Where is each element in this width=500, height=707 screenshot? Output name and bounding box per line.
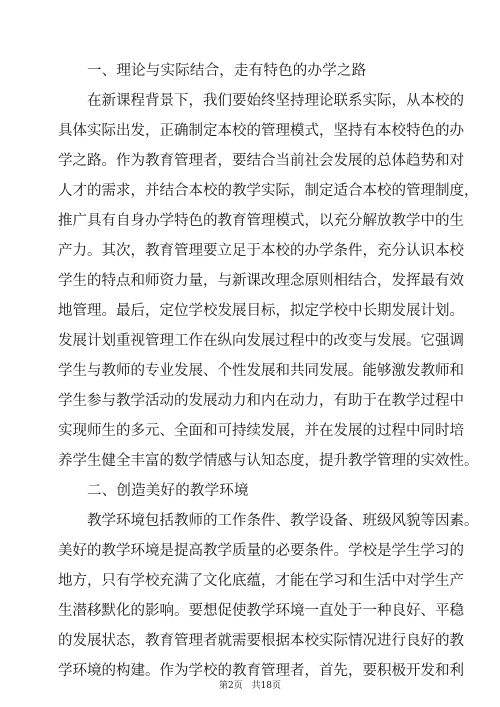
section-heading-1: 一、理论与实际结合，走有特色的办学之路 <box>87 63 367 79</box>
paragraph-line: 产力。其次，教育管理要立足于本校的办学条件，充分认识本校 <box>58 243 464 259</box>
paragraph-line: 发展计划重视管理工作在纵向发展过程中的改变与发展。它强调 <box>58 333 464 349</box>
paragraph-line: 教学环境包括教师的工作条件、教学设备、班级风貌等因素。 <box>87 513 479 529</box>
paragraph-line: 学生参与教学活动的发展动力和内在动力，有助于在教学过程中 <box>58 393 464 409</box>
paragraph-line: 学生与教师的专业发展、个性发展和共同发展。能够激发教师和 <box>58 363 464 379</box>
paragraph-line: 在新课程背景下，我们要始终坚持理论联系实际，从本校的 <box>87 93 464 109</box>
paragraph-line: 推广具有自身办学特色的教育管理模式，以充分解放教学中的生 <box>58 213 464 229</box>
paragraph-line: 学环境的构建。作为学校的教育管理者，首先，要积极开发和利 <box>58 663 464 679</box>
paragraph-line: 地方，只有学校充满了文化底蕴，才能在学习和生活中对学生产 <box>58 573 464 589</box>
paragraph-line: 学之路。作为教育管理者，要结合当前社会发展的总体趋势和对 <box>58 153 464 169</box>
paragraph-line: 的发展状态，教育管理者就需要根据本校实际情况进行良好的教 <box>58 633 464 649</box>
paragraph-line: 美好的教学环境是提高教学质量的必要条件。学校是学生学习的 <box>58 543 464 559</box>
paragraph-line: 实现师生的多元、全面和可持续发展，并在发展的过程中同时培 <box>58 423 464 439</box>
page-footer <box>0 678 500 691</box>
paragraph-line: 生潜移默化的影响。要想促使教学环境一直处于一种良好、平稳 <box>58 603 464 619</box>
paragraph-line: 养学生健全丰富的数学情感与认知态度，提升教学管理的实效性。 <box>58 453 479 469</box>
paragraph-line: 学生的特点和师资力量，与新课改理念原则相结合，发挥最有效 <box>58 273 464 289</box>
section-heading-2: 二、创造美好的教学环境 <box>87 483 249 499</box>
page-number: 第2页 <box>218 681 243 691</box>
document-body <box>58 56 479 686</box>
paragraph-line: 具体实际出发，正确制定本校的管理模式，坚持有本校特色的办 <box>58 123 464 139</box>
paragraph-line: 地管理。最后，定位学校发展目标，拟定学校中长期发展计划。 <box>58 303 464 319</box>
page-total: 共18页 <box>251 681 282 691</box>
paragraph-line: 人才的需求，并结合本校的教学实际，制定适合本校的管理制度， <box>58 183 479 199</box>
